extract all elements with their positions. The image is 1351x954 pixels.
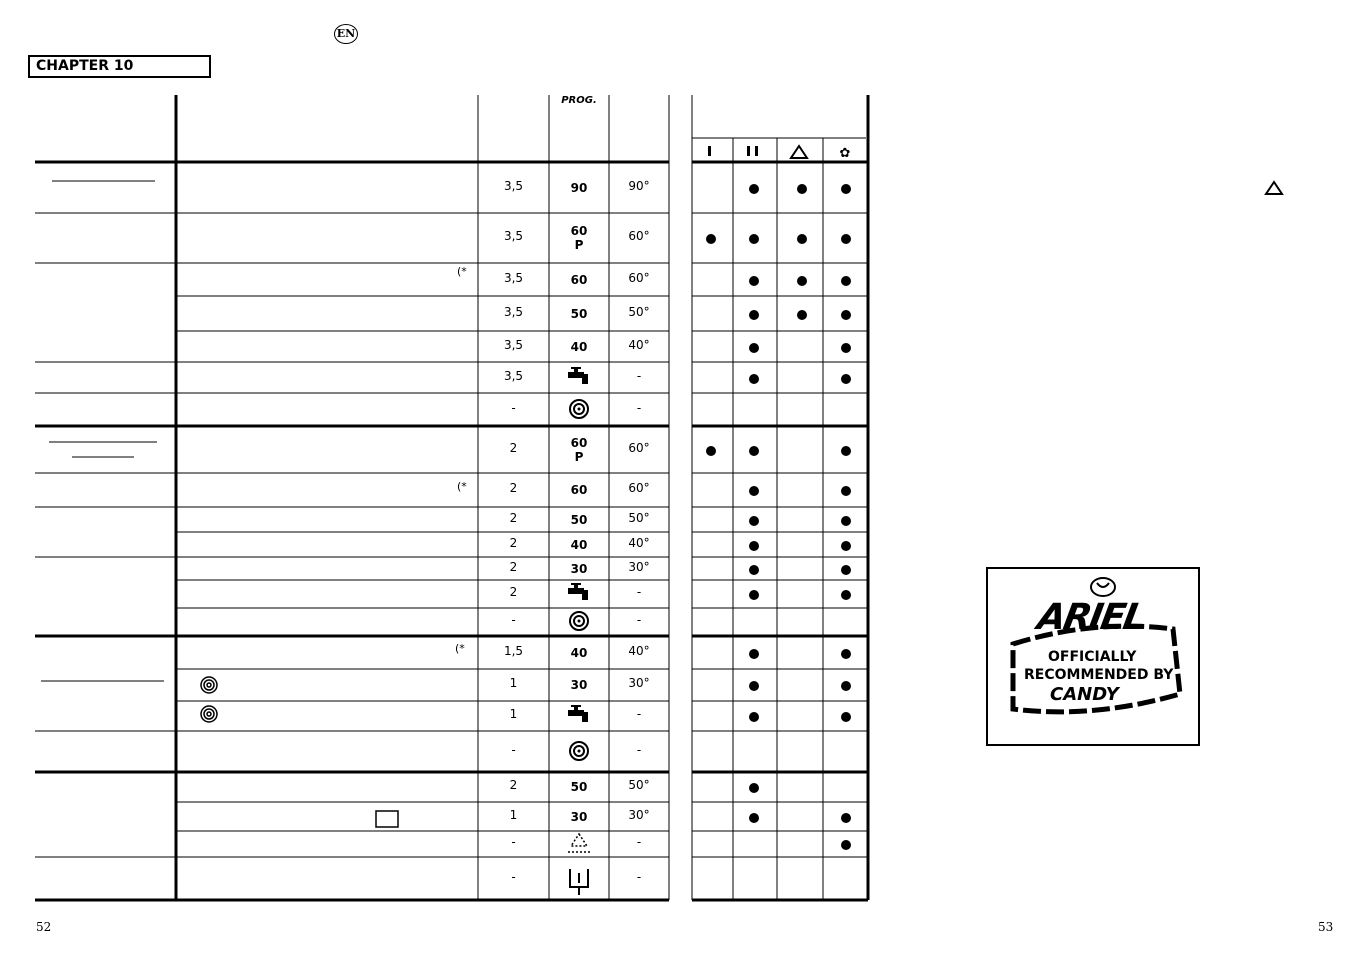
row-temperature: 30° <box>628 807 650 822</box>
row-temperature: 60° <box>628 440 650 455</box>
row-load: 1 <box>509 707 518 721</box>
ariel-logo <box>986 567 1200 746</box>
suitability-dot <box>841 486 851 496</box>
page-number-right: 53 <box>1318 920 1334 934</box>
page-number-left: 52 <box>36 920 52 934</box>
suitability-dot <box>706 234 716 244</box>
suitability-dot <box>706 446 716 456</box>
row-temperature: 60° <box>628 270 650 285</box>
row-program: 60 <box>570 272 588 287</box>
suitability-dot <box>749 486 759 496</box>
suitability-dot <box>841 276 851 286</box>
suitability-dot <box>841 516 851 526</box>
suitability-dot <box>797 234 807 244</box>
row-load: 2 <box>509 510 518 525</box>
row-program: 30 <box>570 561 588 576</box>
row-temperature: 60° <box>628 481 650 495</box>
row-load: 3,5 <box>503 229 524 243</box>
row-load: - <box>511 869 516 884</box>
chapter-title: CHAPTER 10 <box>28 55 211 78</box>
row-program: 30 <box>570 809 588 824</box>
suitability-dot <box>749 516 759 526</box>
suitability-dot <box>749 565 759 575</box>
row-temperature: - <box>636 400 642 415</box>
row-program: 50 <box>570 780 588 794</box>
suitability-dot <box>797 184 807 194</box>
row-temperature: - <box>636 742 642 757</box>
row-temperature: - <box>636 613 642 627</box>
row-program: 60 <box>570 483 588 497</box>
row-program: 60 P <box>570 224 588 252</box>
suitability-dot <box>749 649 759 659</box>
row-program: 50 <box>570 306 588 321</box>
row-program: 40 <box>570 537 588 552</box>
row-load: 3,5 <box>503 337 524 352</box>
row-load: 2 <box>509 440 518 455</box>
ariel-line2: OFFICIALLY <box>1048 649 1137 665</box>
suitability-dot <box>749 813 759 823</box>
suitability-dot <box>749 310 759 320</box>
suitability-dot <box>749 590 759 600</box>
tap-icon <box>549 582 609 605</box>
row-load: 2 <box>509 585 518 599</box>
ariel-line3: RECOMMENDED BY <box>1024 667 1174 683</box>
row-load: - <box>511 742 516 757</box>
language-badge: EN <box>334 24 358 44</box>
ariel-wordmark: ARIEL <box>1034 597 1149 638</box>
row-temperature: 90° <box>628 178 650 193</box>
suitability-dot <box>841 234 851 244</box>
suitability-dot <box>797 276 807 286</box>
row-temperature: - <box>636 585 642 599</box>
row-load: 3,5 <box>503 304 524 319</box>
prog-header: PROG. <box>561 95 597 106</box>
svg-text:✿: ✿ <box>839 146 851 161</box>
suitability-dot <box>841 649 851 659</box>
row-load: 2 <box>509 481 518 495</box>
svg-text:(*: (* <box>457 265 467 278</box>
suitability-dot <box>749 184 759 194</box>
suitability-dot <box>749 783 759 793</box>
row-load: 2 <box>509 778 518 792</box>
row-load: - <box>511 835 516 849</box>
row-temperature: 40° <box>628 337 650 352</box>
suitability-dot <box>749 234 759 244</box>
row-load: - <box>511 400 516 415</box>
suitability-dot <box>841 310 851 320</box>
row-load: 3,5 <box>503 270 524 285</box>
svg-text:(*: (* <box>455 642 465 655</box>
suitability-dot <box>841 184 851 194</box>
tap-icon <box>549 366 609 389</box>
row-load: 1,5 <box>503 643 524 658</box>
row-program: 40 <box>570 645 588 660</box>
row-load: 2 <box>509 535 518 550</box>
row-load: 1 <box>509 807 518 822</box>
row-temperature: 30° <box>628 676 650 690</box>
dry-icon <box>549 832 609 859</box>
candy-wordmark: CANDY <box>1050 684 1119 705</box>
suitability-dot <box>749 541 759 551</box>
suitability-dot <box>841 681 851 691</box>
row-program: 30 <box>570 678 588 692</box>
row-temperature: - <box>636 835 642 849</box>
tap-icon <box>549 704 609 727</box>
row-load: - <box>511 613 516 627</box>
suitability-dot <box>749 681 759 691</box>
row-program: 90 <box>570 180 588 195</box>
suitability-dot <box>841 565 851 575</box>
row-load: 3,5 <box>503 178 524 193</box>
row-temperature: 50° <box>628 778 650 792</box>
row-temperature: 50° <box>628 304 650 319</box>
drain-icon <box>549 867 609 900</box>
row-program: 60 P <box>570 435 588 464</box>
row-temperature: - <box>636 707 642 721</box>
suitability-dot <box>841 343 851 353</box>
row-temperature: 40° <box>628 643 650 658</box>
row-temperature: 30° <box>628 559 650 574</box>
row-temperature: - <box>636 368 642 383</box>
suitability-dot <box>841 840 851 850</box>
row-temperature: 40° <box>628 535 650 550</box>
row-program: 50 <box>570 512 588 527</box>
spin-icon <box>549 610 609 635</box>
suitability-dot <box>841 446 851 456</box>
row-temperature: 50° <box>628 510 650 525</box>
spin-icon <box>549 398 609 423</box>
row-load: 1 <box>509 676 518 690</box>
suitability-dot <box>841 590 851 600</box>
suitability-dot <box>749 343 759 353</box>
svg-text:(*: (* <box>457 480 467 493</box>
suitability-dot <box>749 276 759 286</box>
suitability-dot <box>749 712 759 722</box>
row-temperature: - <box>636 869 642 884</box>
row-program: 40 <box>570 339 588 354</box>
header-icons <box>708 146 1282 194</box>
row-temperature: 60° <box>628 229 650 243</box>
spin-icon <box>549 740 609 765</box>
row-load: 2 <box>509 559 518 574</box>
suitability-dot <box>841 813 851 823</box>
row-load: 3,5 <box>503 368 524 383</box>
suitability-dot <box>841 541 851 551</box>
suitability-dot <box>841 712 851 722</box>
suitability-dot <box>749 446 759 456</box>
suitability-dot <box>749 374 759 384</box>
suitability-dot <box>841 374 851 384</box>
suitability-dot <box>797 310 807 320</box>
